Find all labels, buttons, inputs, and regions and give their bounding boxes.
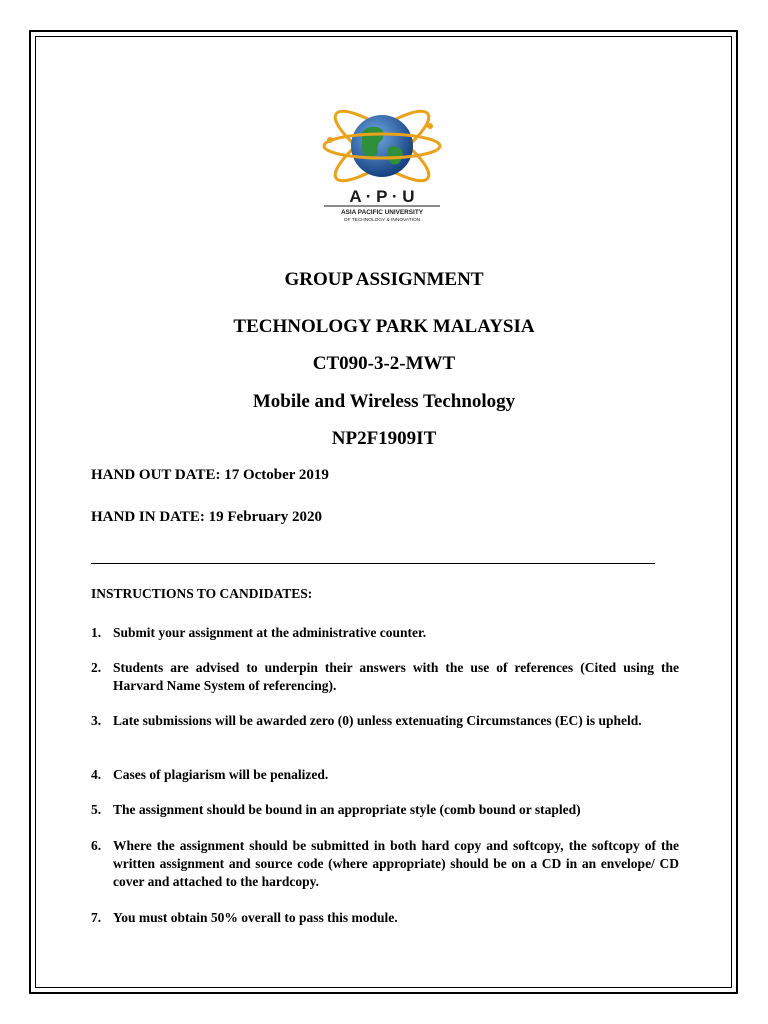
- instruction-text: Late submissions will be awarded zero (0) unless extenuating Circumstances (EC) is upheld.: [113, 713, 642, 728]
- instruction-text: Students are advised to underpin their answers with the use of references (Cited using the Harvard Name System of referencing).: [113, 660, 679, 693]
- instruction-item: [91, 909, 679, 927]
- instruction-item: [91, 766, 679, 784]
- logo-line2: OF TECHNOLOGY & INNOVATION: [343, 218, 421, 223]
- instruction-number: 6.: [91, 838, 102, 853]
- instruction-item: [91, 801, 679, 819]
- instruction-item: [91, 712, 679, 730]
- logo-line1: ASIA PACIFIC UNIVERSITY: [340, 209, 424, 216]
- instruction-number: 1.: [91, 625, 102, 640]
- instruction-number: 2.: [91, 660, 102, 675]
- instruction-number: 4.: [91, 767, 102, 782]
- instruction-text: You must obtain 50% overall to pass this module.: [113, 910, 398, 925]
- module-code: CT090-3-2-MWT: [312, 353, 456, 374]
- instruction-number: 3.: [91, 713, 102, 728]
- instruction-item: [91, 837, 679, 891]
- institution-name: TECHNOLOGY PARK MALAYSIA: [233, 316, 535, 337]
- instruction-text: Cases of plagiarism will be penalized.: [113, 767, 329, 782]
- hand-out-date: HAND OUT DATE: 17 October 2019: [91, 467, 329, 483]
- document-title: GROUP ASSIGNMENT: [284, 269, 484, 290]
- instruction-item: [91, 659, 679, 695]
- intake-code: NP2F1909IT: [331, 428, 437, 449]
- instruction-text: Submit your assignment at the administrative counter.: [113, 625, 427, 640]
- instruction-item: [91, 624, 679, 642]
- apu-globe-icon: [318, 96, 446, 226]
- hand-in-date: HAND IN DATE: 19 February 2020: [91, 509, 322, 525]
- instruction-number: 7.: [91, 910, 102, 925]
- instruction-text: Where the assignment should be submitted in both hard copy and softcopy, the softcopy of the written assignment and source code (where appropriate) should be on a CD in an envelope/ CD cover and attached to the hardcopy.: [113, 838, 679, 889]
- divider-line: [91, 563, 655, 564]
- module-name: Mobile and Wireless Technology: [252, 391, 516, 412]
- instructions-heading: INSTRUCTIONS TO CANDIDATES:: [91, 586, 313, 601]
- logo-wordmark: A · P · U: [349, 187, 415, 206]
- instruction-text: The assignment should be bound in an appropriate style (comb bound or stapled): [113, 802, 581, 817]
- apu-logo: [318, 96, 446, 226]
- instruction-number: 5.: [91, 802, 102, 817]
